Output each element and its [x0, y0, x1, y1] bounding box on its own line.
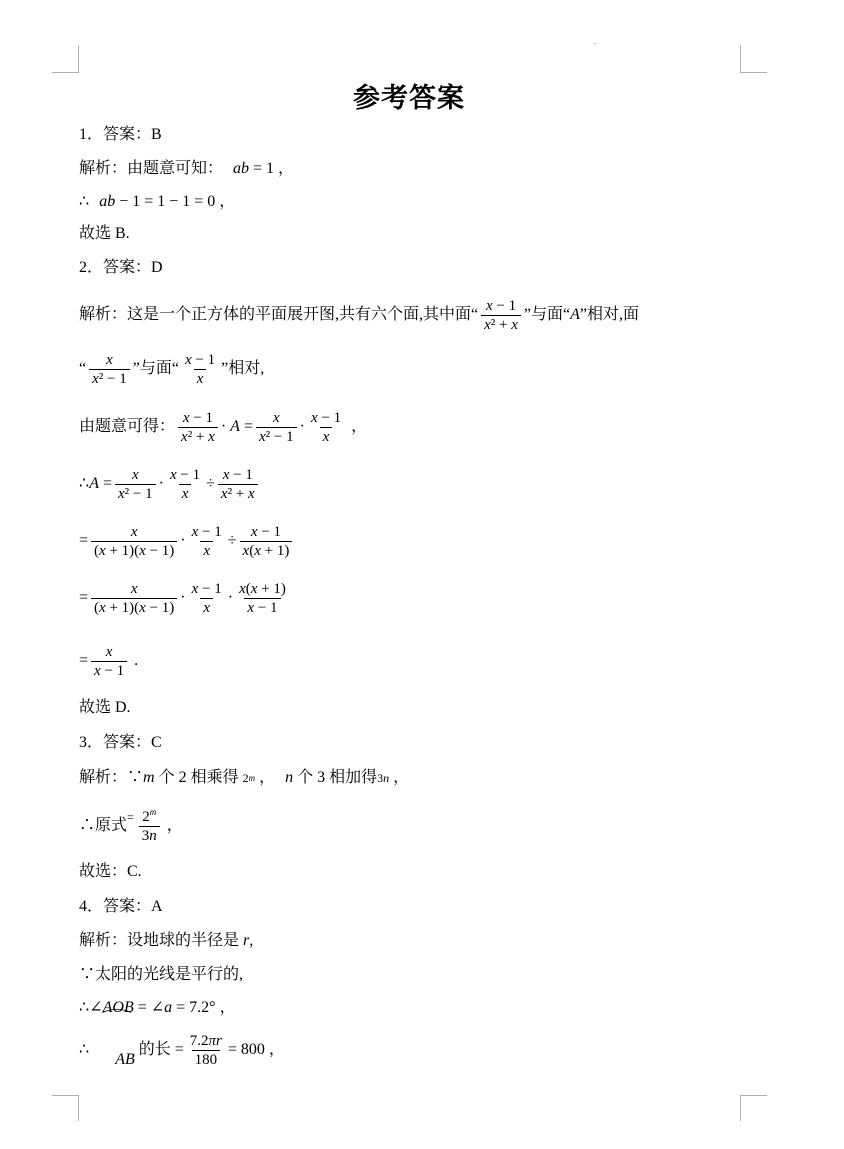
math-variable: b: [241, 160, 250, 177]
punctuation: ，: [215, 193, 236, 210]
crop-mark-bottom-right-vertical: [740, 1095, 741, 1121]
multiply-dot: ·: [299, 418, 305, 435]
q4-analysis-line: [79, 931, 253, 951]
fraction-numerator: x − 1: [250, 523, 282, 540]
math-variable: n: [285, 769, 294, 786]
math-variable: x: [99, 542, 106, 559]
punctuation: ，: [274, 160, 295, 177]
math-variable: m: [149, 806, 157, 817]
q2-pair-line: [79, 347, 264, 391]
crop-mark-bottom-right-horizontal: [740, 1095, 767, 1096]
math-variable: x: [272, 409, 280, 426]
fraction-numerator: x − 1: [184, 351, 216, 368]
operator: ÷: [206, 475, 215, 492]
fraction-numerator: [103, 351, 116, 369]
fraction: [91, 580, 177, 617]
crop-mark-bottom-left-vertical: [78, 1095, 79, 1121]
math-variable: n: [149, 827, 157, 844]
math-variable: a: [99, 193, 108, 210]
fraction-numerator: x − 1: [485, 297, 517, 314]
math-variable: x: [99, 599, 106, 616]
fraction-denominator: (x + 1)(x − 1): [91, 598, 177, 617]
q3-result-line: [79, 804, 183, 848]
q1-analysis-label: 解析：由题意可知：: [79, 160, 224, 177]
math-variable: x: [191, 580, 199, 597]
fraction-denominator: [320, 427, 333, 446]
math-variable: x: [169, 466, 177, 483]
math-variable: n: [383, 771, 390, 785]
q2-answer-line: [79, 258, 163, 278]
math-variable: x: [196, 370, 204, 387]
q2-intro-mid: ”与面“: [523, 306, 571, 323]
fraction: [91, 523, 177, 560]
q1-choice-line: [79, 224, 130, 244]
fraction-numerator: 7.2πr: [189, 1032, 222, 1049]
math-variable: x: [485, 297, 493, 314]
fraction-denominator: x² − 1: [89, 369, 130, 388]
fraction: [139, 808, 160, 845]
fraction-numerator: x − 1: [222, 466, 253, 483]
fraction: [178, 409, 218, 446]
fraction-denominator: x² + x: [481, 315, 521, 334]
math-variable: x: [203, 542, 211, 559]
power-base: 2: [142, 808, 150, 825]
q4-arc-line: [79, 1028, 285, 1072]
fraction-denominator: (x + 1)(x − 1): [91, 541, 177, 560]
fraction: [182, 351, 218, 388]
math-variable: x: [191, 523, 199, 540]
fraction-numerator: [128, 580, 141, 598]
math-variable: x: [250, 580, 258, 597]
fraction: [308, 409, 344, 446]
math-variable: A: [570, 306, 580, 323]
q3-text-1: 个 2 相乘得: [154, 769, 243, 786]
q1-answer-line: [79, 125, 162, 145]
fraction: [91, 643, 127, 680]
fraction: [218, 466, 258, 503]
q1-choice: 故选 B.: [79, 225, 130, 242]
fraction-numerator: [270, 409, 283, 427]
arc-result: = 800: [227, 1041, 265, 1058]
variable-n: [285, 768, 293, 788]
math-variable: x: [208, 428, 215, 445]
q3-answer: 3．答案：C: [79, 734, 162, 751]
math-variable: x: [258, 428, 266, 445]
fraction: [481, 297, 521, 334]
operator: ·: [227, 589, 234, 606]
power-base: 2: [242, 771, 249, 785]
math-variable: x: [139, 542, 146, 559]
q1-analysis-line: [79, 159, 294, 179]
q3-answer-line: [79, 733, 162, 753]
math-variable: A: [115, 1051, 125, 1068]
therefore-symbol: ∴: [79, 999, 90, 1016]
q2-step-line: [79, 576, 292, 620]
fraction-denominator: x² − 1: [115, 484, 156, 503]
math-variable: x: [248, 485, 255, 502]
math-variable: r: [216, 1032, 222, 1049]
fraction-denominator: x² + x: [218, 484, 258, 503]
punctuation: ,: [249, 932, 254, 949]
punctuation: ，: [389, 769, 410, 786]
q4-parallel-line: [79, 965, 243, 985]
q3-analysis-label: 解析：∵: [79, 769, 144, 786]
fraction: [189, 580, 225, 617]
fraction-numerator: x(x + 1): [239, 580, 286, 597]
math-variable: A: [230, 418, 240, 435]
q4-arc-text: 的长 =: [134, 1041, 184, 1058]
q3-result-label: ∴原式: [79, 817, 128, 834]
fraction: [167, 466, 203, 503]
q4-line-1: 解析：设地球的半径是: [79, 932, 244, 949]
fraction-denominator: [179, 484, 192, 503]
math-variable: x: [250, 523, 258, 540]
equation-operator: · A =: [220, 418, 253, 435]
sum-expression: 3n: [377, 771, 390, 785]
q1-result-line: [79, 192, 235, 212]
fraction-numerator: [103, 643, 116, 661]
math-variable: A: [89, 475, 99, 492]
q3-text-2: 个 3 相加得: [293, 769, 378, 786]
math-variable: x: [511, 316, 518, 333]
math-variable: a: [164, 999, 173, 1016]
fraction: [189, 523, 225, 560]
math-variable: x: [118, 485, 125, 502]
fraction-numerator: x − 1: [191, 523, 222, 540]
operator: ·: [180, 589, 186, 606]
punctuation: ，: [162, 817, 183, 834]
fraction: [115, 466, 156, 503]
math-variable: a: [233, 160, 242, 177]
operator: ·: [158, 475, 164, 492]
punctuation: ，: [255, 769, 276, 786]
q2-intro-text: 解析：这是一个正方体的平面展开图,共有六个面,其中面“: [79, 306, 479, 323]
q2-answer: 2．答案：D: [79, 259, 163, 276]
math-variable: b: [107, 193, 116, 210]
step-lead: =: [79, 532, 89, 549]
crop-mark-top-right-vertical: [740, 45, 741, 72]
stray-dot: [594, 43, 596, 44]
equals-sign: =: [127, 810, 134, 824]
open-quote: “: [79, 360, 87, 377]
fraction-denominator: x − 1: [91, 661, 127, 680]
arc-label: [99, 1010, 135, 1090]
math-variable: x: [181, 428, 188, 445]
math-variable: x: [310, 409, 318, 426]
math-variable: O: [112, 999, 124, 1016]
punctuation: ，: [264, 1041, 285, 1058]
power-exponent: [150, 807, 157, 817]
fraction-denominator: [200, 598, 213, 617]
fraction-denominator: 180: [192, 1050, 221, 1069]
fraction: [89, 351, 130, 388]
math-variable: B: [124, 1051, 135, 1068]
fraction-numerator: [139, 808, 159, 826]
fraction-numerator: x − 1: [182, 409, 213, 426]
fraction-numerator: x − 1: [169, 466, 201, 483]
step-lead: =: [79, 652, 89, 669]
fraction-denominator: [194, 369, 207, 388]
math-variable: B: [123, 999, 134, 1016]
q1-answer: 1．答案：B: [79, 126, 162, 143]
punctuation: ，: [215, 999, 236, 1016]
q2-final-line: [79, 639, 138, 683]
q2-intro-line: [79, 293, 639, 337]
q4-answer: 4．答案：A: [79, 898, 163, 915]
math-variable: x: [247, 599, 255, 616]
math-variable: x: [484, 316, 491, 333]
crop-mark-top-left-horizontal: [52, 72, 79, 73]
fraction-denominator: [200, 541, 213, 560]
q1-result-equation: ab − 1 = 1 − 1 = 0: [99, 193, 216, 210]
q3-choice: 故选：C.: [79, 863, 142, 880]
q2-step-line: [79, 519, 295, 563]
q2-pair-mid: ”与面“: [132, 360, 179, 377]
arc-name: [115, 1051, 135, 1068]
therefore-symbol: ∴: [79, 1041, 90, 1058]
math-variable: m: [143, 769, 155, 786]
math-variable: x: [322, 428, 330, 445]
math-variable: π: [208, 1032, 217, 1049]
math-variable: x: [139, 599, 146, 616]
math-variable: x: [239, 580, 246, 597]
q2-pair-end: ”相对,: [221, 360, 265, 377]
operator: ·: [180, 532, 186, 549]
punctuation: .: [130, 652, 139, 669]
math-variable: x: [131, 466, 139, 483]
arc-mark: [99, 1007, 135, 1013]
crop-mark-bottom-left-horizontal: [52, 1095, 79, 1096]
q3-choice-line: [79, 862, 142, 882]
fraction-numerator: [129, 466, 142, 484]
math-variable: x: [130, 580, 138, 597]
variable-m: [143, 768, 155, 788]
q2-equation-label: 由题意可得：: [79, 418, 176, 435]
fraction: [240, 523, 293, 560]
math-variable: x: [203, 599, 211, 616]
crop-mark-top-right-horizontal: [740, 72, 767, 73]
fraction: [187, 1032, 225, 1069]
page-title: 参考答案: [353, 83, 465, 114]
math-variable: x: [182, 409, 190, 426]
math-variable: x: [130, 523, 138, 540]
fraction-denominator: x² − 1: [256, 427, 297, 446]
math-variable: x: [106, 351, 113, 368]
fraction-denominator: x² + x: [178, 427, 218, 446]
q2-choice: 故选 D.: [79, 699, 131, 716]
math-variable: x: [181, 485, 189, 502]
math-variable: x: [254, 542, 261, 559]
fraction-numerator: x − 1: [191, 580, 222, 597]
math-variable: x: [222, 466, 230, 483]
fraction-denominator: x − 1: [244, 598, 280, 617]
step-lead: =: [79, 589, 89, 606]
math-variable: x: [105, 643, 113, 660]
q2-intro-end: ”相对,面: [579, 306, 640, 323]
math-variable: m: [248, 773, 256, 783]
fraction-numerator: [128, 523, 141, 541]
crop-mark-top-left-vertical: [78, 45, 79, 72]
fraction-numerator: x − 1: [310, 409, 342, 426]
operator: ÷: [227, 532, 237, 549]
face-a-label: [570, 305, 580, 325]
punctuation: ，: [347, 418, 368, 435]
q2-equation-line: [79, 405, 367, 449]
math-variable: r: [243, 932, 250, 949]
q2-step-line: [79, 462, 261, 506]
math-variable: x: [242, 542, 250, 559]
fraction-denominator: x(x + 1): [240, 541, 293, 560]
math-variable: x: [220, 485, 228, 502]
math-variable: A: [102, 999, 113, 1016]
fraction: [256, 409, 297, 446]
step-lead: ∴A =: [79, 475, 112, 492]
math-variable: x: [184, 351, 192, 368]
q2-choice-line: [79, 698, 131, 718]
angle-equation: ∠AOB = ∠a = 7.2°: [89, 999, 216, 1016]
q1-given-equation: ab = 1: [233, 160, 275, 177]
fraction: [236, 580, 289, 617]
fraction-denominator: 3n: [139, 826, 160, 845]
therefore-symbol: ∴: [79, 193, 90, 210]
math-variable: x: [94, 662, 101, 679]
q4-line-2: ∵太阳的光线是平行的,: [79, 966, 244, 983]
q4-answer-line: [79, 897, 163, 917]
q3-analysis-line: [79, 768, 409, 788]
math-variable: x: [92, 370, 99, 387]
